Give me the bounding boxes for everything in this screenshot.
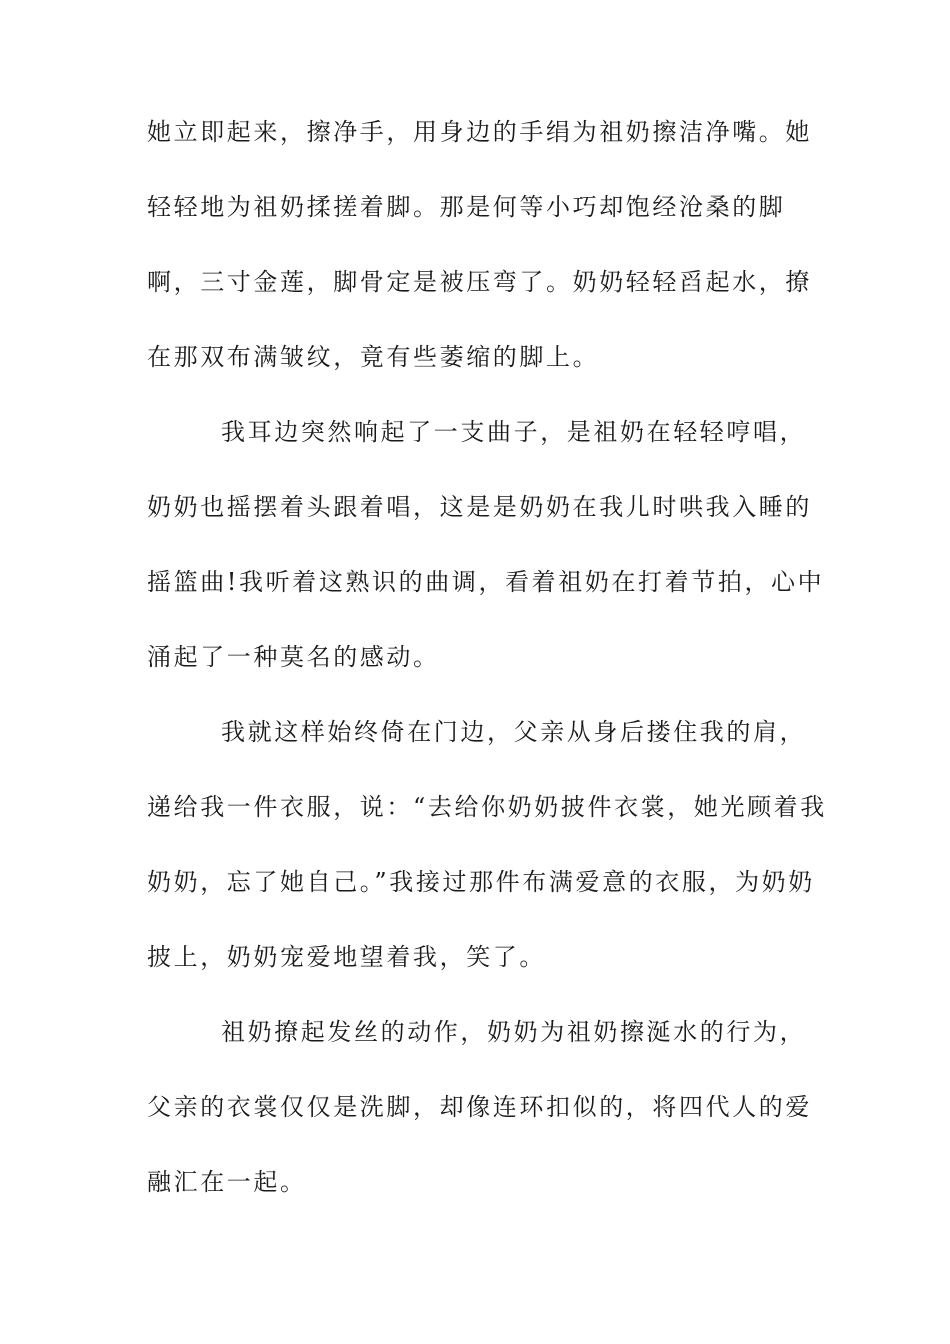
paragraph-2-line-4: 涌起了一种莫名的感动。: [147, 643, 440, 671]
paragraph-1-line-4: 在那双布满皱纹，竟有些萎缩的脚上。: [147, 343, 600, 371]
paragraph-3-line-1: 我就这样始终倚在门边，父亲从身后搂住我的肩，: [221, 718, 807, 746]
paragraph-4-line-3: 融汇在一起。: [147, 1168, 307, 1196]
paragraph-2-line-2: 奶奶也摇摆着头跟着唱，这是是奶奶在我儿时哄我入睡的: [147, 493, 812, 521]
paragraph-4-line-1: 祖奶撩起发丝的动作，奶奶为祖奶擦涎水的行为，: [221, 1018, 807, 1046]
paragraph-2-line-3: 摇篮曲!我听着这熟识的曲调，看着祖奶在打着节拍，心中: [147, 568, 825, 596]
paragraph-3-line-2: 递给我一件衣服，说：“去给你奶奶披件衣裳，她光顾着我: [147, 793, 827, 821]
paragraph-4-line-2: 父亲的衣裳仅仅是洗脚，却像连环扣似的，将四代人的爱: [147, 1093, 812, 1121]
paragraph-1-line-2: 轻轻地为祖奶揉搓着脚。那是何等小巧却饱经沧桑的脚: [147, 193, 786, 221]
paragraph-1-line-1: 她立即起来，擦净手，用身边的手绢为祖奶擦洁净嘴。她: [147, 118, 812, 146]
paragraph-3-line-3: 奶奶，忘了她自己。”我接过那件布满爱意的衣服，为奶奶: [147, 868, 815, 896]
paragraph-3-line-4: 披上，奶奶宠爱地望着我，笑了。: [147, 943, 546, 971]
paragraph-1-line-3: 啊，三寸金莲，脚骨定是被压弯了。奶奶轻轻舀起水，撩: [147, 268, 812, 296]
paragraph-2-line-1: 我耳边突然响起了一支曲子，是祖奶在轻轻哼唱，: [221, 418, 807, 446]
